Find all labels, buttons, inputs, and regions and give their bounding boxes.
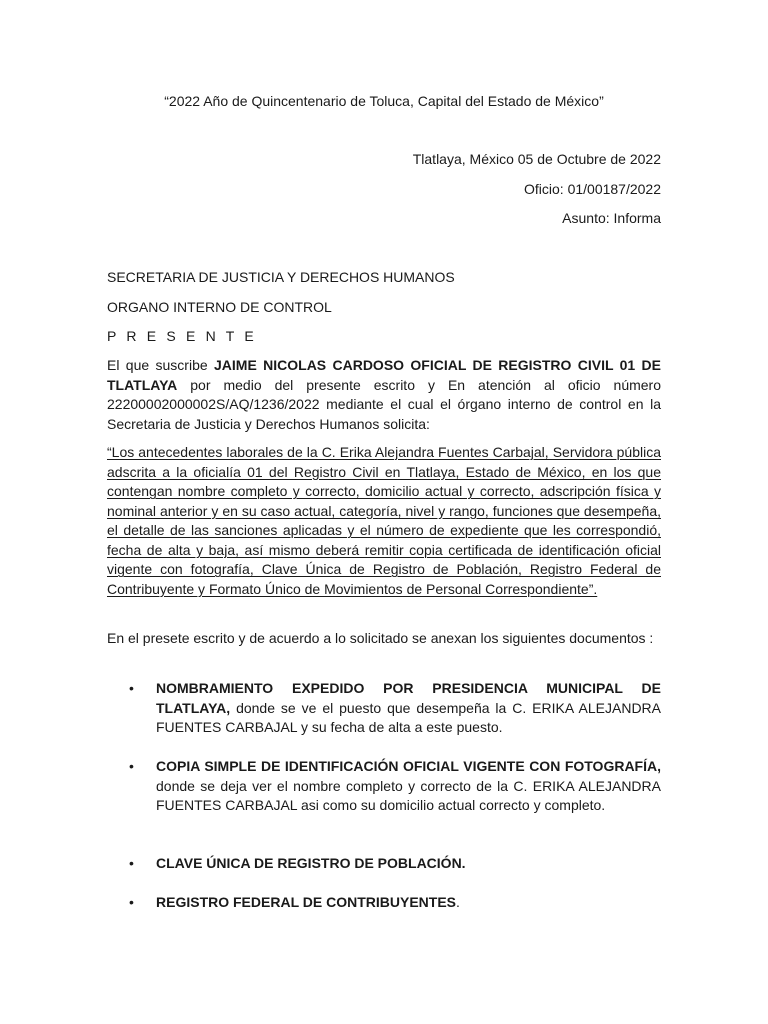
oficio-number: Oficio: 01/00187/2022 xyxy=(524,181,661,197)
annex-item-title: NOMBRAMIENTO EXPEDIDO POR PRESIDENCIA MUNICIPAL DE TLATLAYA, xyxy=(156,680,661,716)
annex-item-title: COPIA SIMPLE DE IDENTIFICACIÓN OFICIAL VIGENTE CON FOTOGRAFÍA, xyxy=(156,758,661,774)
intro-text-start: El que suscribe xyxy=(107,357,214,373)
place-and-date: Tlatlaya, México 05 de Octubre de 2022 xyxy=(412,151,661,167)
annex-item-identificacion xyxy=(156,757,661,816)
annex-item-nombramiento xyxy=(156,679,661,738)
bullet-icon: • xyxy=(129,855,134,871)
annex-item-title: CLAVE ÚNICA DE REGISTRO DE POBLACIÓN. xyxy=(156,855,466,871)
annex-intro: En el presete escrito y de acuerdo a lo solicitado se anexan los siguientes documentos : xyxy=(107,630,654,646)
annex-item-text: donde se ve el puesto que desempeña la C. ERIKA ALEJANDRA FUENTES CARBAJAL y su fecha de alta a este puesto. xyxy=(156,699,661,735)
bullet-icon: • xyxy=(129,894,134,910)
year-motto: “2022 Año de Quincentenario de Toluca, Capital del Estado de México” xyxy=(164,93,604,109)
annex-item-text: . xyxy=(456,894,460,910)
signer-name: JAIME NICOLAS CARDOSO OFICIAL DE REGISTRO CIVIL 01 DE TLATLAYA xyxy=(107,357,661,393)
recipient-organo: ORGANO INTERNO DE CONTROL xyxy=(107,299,332,315)
annex-item-text: donde se deja ver el nombre completo y correcto de la C. ERIKA ALEJANDRA FUENTES CARBAJAL asi como su domicilio actual correcto y completo. xyxy=(156,777,661,813)
annex-item-rfc xyxy=(156,893,661,913)
recipient-presente: P R E S E N T E xyxy=(107,328,257,344)
asunto: Asunto: Informa xyxy=(562,210,661,226)
bullet-icon: • xyxy=(129,680,134,696)
requested-quote: “Los antecedentes laborales de la C. Erika Alejandra Fuentes Carbajal, Servidora pública adscrita a la oficialía 01 del Registro Civil en Tlatlaya, Estado de México, en los que contengan nombre completo y correcto, domicilio actual y correcto, adscripción física y nominal anterior y en su caso actual, categoría, nivel y rango, funciones que desempeña, el detalle de las sanciones aplicadas y el número de expediente que les correspondió, fecha de alta y baja, así mismo deberá remitir copia certificada de identificación oficial vigente con fotografía, Clave Única de Registro de Población, Registro Federal de Contribuyente y Formato Único de Movimientos de Personal Correspondiente”. xyxy=(107,444,661,597)
recipient-secretaria: SECRETARIA DE JUSTICIA Y DERECHOS HUMANOS xyxy=(107,269,455,285)
intro-paragraph xyxy=(107,356,661,434)
annex-item-title: REGISTRO FEDERAL DE CONTRIBUYENTES xyxy=(156,894,456,910)
annex-item-curp xyxy=(156,854,661,874)
bullet-icon: • xyxy=(129,758,134,774)
intro-text-end: por medio del presente escrito y En atención al oficio número 22200002000002S/AQ/1236/2022 mediante el cual el órgano interno de control en la Secretaria de Justicia y Derechos Humanos solicita: xyxy=(107,376,661,432)
